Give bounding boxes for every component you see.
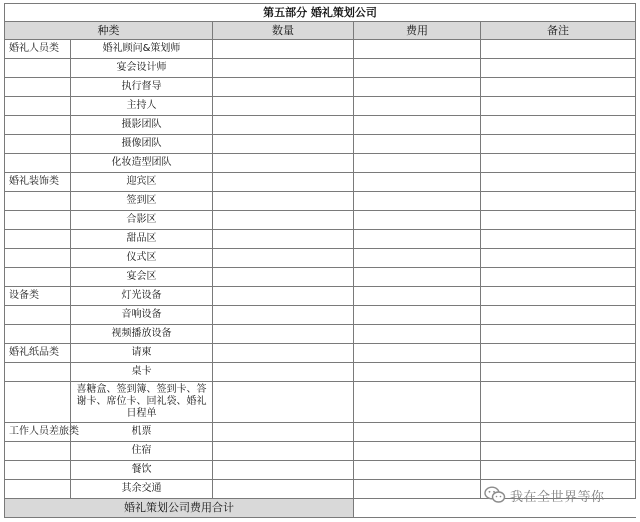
header-notes: 备注 xyxy=(481,22,636,40)
quantity-cell[interactable] xyxy=(213,423,354,442)
category-cell xyxy=(5,97,71,116)
notes-cell[interactable] xyxy=(481,249,636,268)
item-cell: 迎宾区 xyxy=(71,173,213,192)
table-row xyxy=(5,423,636,442)
cost-cell[interactable] xyxy=(354,480,481,499)
quantity-cell[interactable] xyxy=(213,211,354,230)
item-cell: 桌卡 xyxy=(71,363,213,382)
notes-cell[interactable] xyxy=(481,442,636,461)
wechat-icon xyxy=(484,486,506,504)
table-row xyxy=(5,230,636,249)
quantity-cell[interactable] xyxy=(213,363,354,382)
cost-cell[interactable] xyxy=(354,192,481,211)
notes-cell[interactable] xyxy=(481,382,636,423)
item-cell: 化妆造型团队 xyxy=(71,154,213,173)
notes-cell[interactable] xyxy=(481,325,636,344)
item-cell: 机票 xyxy=(71,423,213,442)
quantity-cell[interactable] xyxy=(213,325,354,344)
notes-cell[interactable] xyxy=(481,154,636,173)
table-row xyxy=(5,442,636,461)
header-quantity: 数量 xyxy=(213,22,354,40)
category-cell xyxy=(5,442,71,461)
cost-cell[interactable] xyxy=(354,325,481,344)
table-row xyxy=(5,97,636,116)
cost-cell[interactable] xyxy=(354,211,481,230)
quantity-cell[interactable] xyxy=(213,480,354,499)
category-cell: 婚礼装饰类 xyxy=(5,173,71,192)
category-cell xyxy=(5,135,71,154)
table-body xyxy=(5,4,636,518)
table-row xyxy=(5,78,636,97)
cost-cell[interactable] xyxy=(354,382,481,423)
quantity-cell[interactable] xyxy=(213,192,354,211)
cost-cell[interactable] xyxy=(354,173,481,192)
category-cell xyxy=(5,116,71,135)
cost-cell[interactable] xyxy=(354,344,481,363)
header-category: 种类 xyxy=(5,22,213,40)
item-cell: 签到区 xyxy=(71,192,213,211)
category-cell: 设备类 xyxy=(5,287,71,306)
item-cell: 合影区 xyxy=(71,211,213,230)
notes-cell[interactable] xyxy=(481,287,636,306)
table-row xyxy=(5,268,636,287)
notes-cell[interactable] xyxy=(481,59,636,78)
notes-cell[interactable] xyxy=(481,268,636,287)
notes-cell[interactable] xyxy=(481,40,636,59)
item-cell: 宴会区 xyxy=(71,268,213,287)
category-cell xyxy=(5,78,71,97)
cost-cell[interactable] xyxy=(354,249,481,268)
quantity-cell[interactable] xyxy=(213,249,354,268)
category-cell xyxy=(5,382,71,423)
category-cell xyxy=(5,59,71,78)
quantity-cell[interactable] xyxy=(213,154,354,173)
notes-cell[interactable] xyxy=(481,78,636,97)
category-cell xyxy=(5,306,71,325)
category-cell xyxy=(5,249,71,268)
notes-cell[interactable] xyxy=(481,230,636,249)
cost-cell[interactable] xyxy=(354,154,481,173)
category-cell xyxy=(5,230,71,249)
item-cell: 主持人 xyxy=(71,97,213,116)
cost-cell[interactable] xyxy=(354,40,481,59)
quantity-cell[interactable] xyxy=(213,97,354,116)
category-cell xyxy=(5,363,71,382)
item-cell: 摄像团队 xyxy=(71,135,213,154)
cost-cell[interactable] xyxy=(354,268,481,287)
table-row xyxy=(5,249,636,268)
notes-cell[interactable] xyxy=(481,192,636,211)
category-cell xyxy=(5,154,71,173)
table-row xyxy=(5,382,636,423)
notes-cell[interactable] xyxy=(481,306,636,325)
notes-cell[interactable] xyxy=(481,173,636,192)
cost-cell[interactable] xyxy=(354,116,481,135)
item-cell: 灯光设备 xyxy=(71,287,213,306)
table-row xyxy=(5,325,636,344)
quantity-cell[interactable] xyxy=(213,135,354,154)
total-label: 婚礼策划公司费用合计 xyxy=(5,499,354,518)
notes-cell[interactable] xyxy=(481,344,636,363)
item-cell: 甜品区 xyxy=(71,230,213,249)
header-row xyxy=(5,22,636,40)
quantity-cell[interactable] xyxy=(213,59,354,78)
item-cell: 宴会设计师 xyxy=(71,59,213,78)
item-cell: 请柬 xyxy=(71,344,213,363)
quantity-cell[interactable] xyxy=(213,268,354,287)
cost-cell[interactable] xyxy=(354,135,481,154)
cost-cell[interactable] xyxy=(354,423,481,442)
item-cell: 摄影团队 xyxy=(71,116,213,135)
header-cost: 费用 xyxy=(354,22,481,40)
cost-cell[interactable] xyxy=(354,97,481,116)
cost-cell[interactable] xyxy=(354,59,481,78)
table-row xyxy=(5,211,636,230)
notes-cell[interactable] xyxy=(481,211,636,230)
item-cell: 视频播放设备 xyxy=(71,325,213,344)
table-row xyxy=(5,135,636,154)
item-cell: 音响设备 xyxy=(71,306,213,325)
quantity-cell[interactable] xyxy=(213,306,354,325)
table-row xyxy=(5,40,636,59)
table-row xyxy=(5,154,636,173)
quantity-cell[interactable] xyxy=(213,382,354,423)
quantity-cell[interactable] xyxy=(213,78,354,97)
sheet-title: 第五部分 婚礼策划公司 xyxy=(5,4,636,22)
item-cell: 餐饮 xyxy=(71,461,213,480)
notes-cell[interactable] xyxy=(481,423,636,442)
category-cell xyxy=(5,268,71,287)
category-cell xyxy=(5,192,71,211)
item-cell: 仪式区 xyxy=(71,249,213,268)
cost-cell[interactable] xyxy=(354,230,481,249)
item-cell: 喜糖盒、签到簿、签到卡、答谢卡、席位卡、回礼袋、婚礼日程单 xyxy=(71,382,213,423)
category-cell xyxy=(5,480,71,499)
notes-cell[interactable] xyxy=(481,116,636,135)
cost-cell[interactable] xyxy=(354,287,481,306)
quantity-cell[interactable] xyxy=(213,230,354,249)
table-row xyxy=(5,173,636,192)
cost-cell[interactable] xyxy=(354,363,481,382)
quantity-cell[interactable] xyxy=(213,461,354,480)
quantity-cell[interactable] xyxy=(213,442,354,461)
category-cell xyxy=(5,461,71,480)
notes-cell[interactable] xyxy=(481,135,636,154)
quantity-cell[interactable] xyxy=(213,40,354,59)
table-row xyxy=(5,192,636,211)
table-row xyxy=(5,306,636,325)
table-row xyxy=(5,116,636,135)
category-cell: 工作人员差旅类 xyxy=(5,423,71,442)
watermark-text: 我在全世界等你 xyxy=(510,489,605,505)
item-cell: 执行督导 xyxy=(71,78,213,97)
title-row xyxy=(5,4,636,22)
quantity-cell[interactable] xyxy=(213,344,354,363)
notes-cell[interactable] xyxy=(481,363,636,382)
cost-cell[interactable] xyxy=(354,442,481,461)
item-cell: 其余交通 xyxy=(71,480,213,499)
table-row xyxy=(5,59,636,78)
quantity-cell[interactable] xyxy=(213,116,354,135)
category-cell xyxy=(5,325,71,344)
notes-cell[interactable] xyxy=(481,97,636,116)
category-cell: 婚礼纸品类 xyxy=(5,344,71,363)
watermark xyxy=(484,484,634,506)
table-row xyxy=(5,461,636,480)
category-cell xyxy=(5,211,71,230)
notes-cell[interactable] xyxy=(481,461,636,480)
table-row xyxy=(5,363,636,382)
cost-cell[interactable] xyxy=(354,306,481,325)
table-row xyxy=(5,344,636,363)
cost-table xyxy=(4,3,636,518)
table-row xyxy=(5,287,636,306)
quantity-cell[interactable] xyxy=(213,287,354,306)
category-cell: 婚礼人员类 xyxy=(5,40,71,59)
item-cell: 婚礼顾问&策划师 xyxy=(71,40,213,59)
cost-cell[interactable] xyxy=(354,461,481,480)
item-cell: 住宿 xyxy=(71,442,213,461)
quantity-cell[interactable] xyxy=(213,173,354,192)
cost-cell[interactable] xyxy=(354,78,481,97)
